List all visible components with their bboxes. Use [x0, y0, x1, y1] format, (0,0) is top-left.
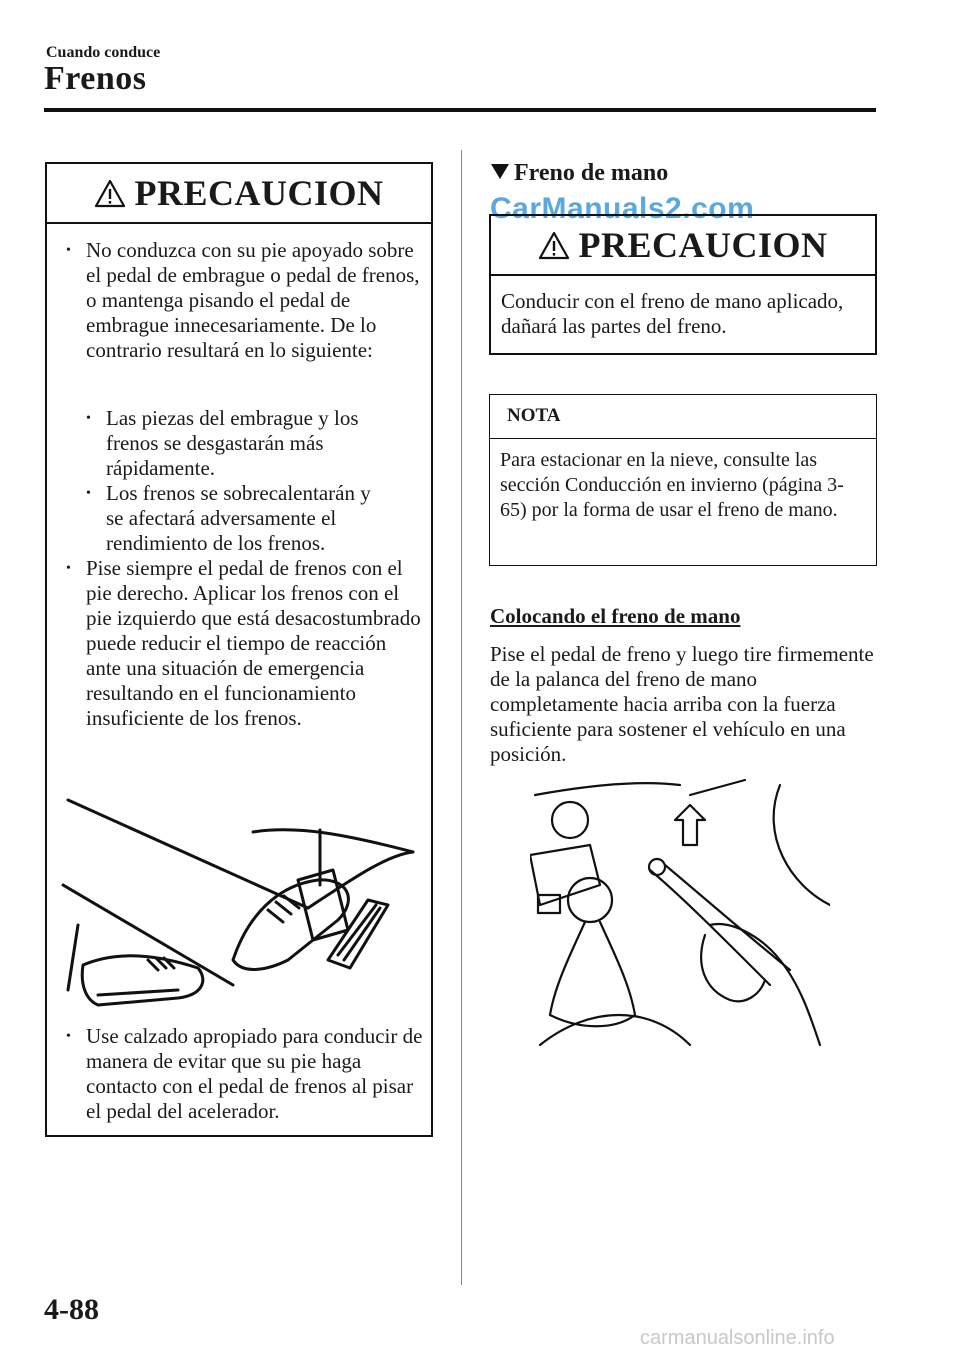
caution-title: PRECAUCION: [134, 173, 384, 213]
handbrake-illustration: [530, 775, 830, 1055]
section-heading: [490, 160, 668, 187]
right-caution-box: [489, 214, 877, 355]
caution-sub-bullet-1: • Las piezas del embrague y los frenos se desgastarán más rápidamente.: [86, 406, 386, 481]
nota-text: Para estacionar en la nieve, consulte las sección Conducción en invierno (página 3-65) por la forma de usar el freno de mano.: [500, 449, 844, 521]
header-rule: [44, 108, 876, 112]
page-title: Frenos: [44, 60, 147, 97]
caution-bullet-3: • Use calzado apropiado para conducir de manera de evitar que su pie haga contacto con el pedal de frenos al pisar el pedal del acelerador.: [66, 1024, 426, 1124]
bullet-text: Pise siempre el pedal de frenos con el pie derecho. Aplicar los frenos con el pie izquierdo que está desacostumbrado puede reducir el tiempo de reacción ante una situación de emergencia resultando en el funcionamiento insuficiente de los frenos.: [86, 556, 421, 730]
bullet-text: No conduzca con su pie apoyado sobre el pedal de embrague o pedal de frenos, o mantenga pisando el pedal de embrague innecesariamente. De lo contrario resultará en lo siguiente:: [86, 238, 420, 362]
column-divider: [461, 150, 462, 1285]
footer-watermark: carmanualsonline.info: [640, 1327, 835, 1349]
down-triangle-marker-icon: [490, 160, 510, 187]
caution-bullet-2: • Pise siempre el pedal de frenos con el pie derecho. Aplicar los frenos con el pie izquierdo que está desacostumbrado puede reducir el tiempo de reacción ante una situación de emergencia resultando en el funcionamiento insuficiente de los frenos.: [66, 556, 426, 731]
caution-sub-bullet-2: • Los frenos se sobrecalentarán y se afectará adversamente el rendimiento de los frenos.: [86, 481, 386, 556]
nota-title: NOTA: [490, 395, 876, 439]
section-label: Cuando conduce: [46, 44, 161, 61]
warning-triangle-icon: [538, 231, 570, 260]
section-heading-text: Freno de mano: [514, 160, 669, 186]
bullet-text: Use calzado apropiado para conducir de manera de evitar que su pie haga contacto con el pedal de frenos al pisar el pedal del acelerador.: [86, 1024, 423, 1123]
sub-bullet-text: Las piezas del embrague y los frenos se desgastarán más rápidamente.: [106, 406, 359, 480]
page-number: 4-88: [44, 1293, 99, 1326]
procedure-paragraph: Pise el pedal de freno y luego tire firmemente de la palanca del freno de mano completamente hacia arriba con la fuerza suficiente para sostener el vehículo en una posición.: [490, 642, 874, 766]
subheading: Colocando el freno de mano: [490, 604, 741, 628]
caution-text: Conducir con el freno de mano aplicado, dañará las partes del freno.: [501, 289, 844, 338]
caution-bullet-1: • No conduzca con su pie apoyado sobre el pedal de embrague o pedal de frenos, o mantenga pisando el pedal de embrague innecesariamente. De lo contrario resultará en lo siguiente:: [66, 238, 426, 363]
pedal-illustration: [58, 790, 418, 1015]
caution-title: PRECAUCION: [578, 225, 828, 265]
caution-header: [491, 216, 875, 276]
caution-header: [47, 164, 431, 224]
watermark-text: CarManuals2.com: [490, 192, 755, 225]
sub-bullet-text: Los frenos se sobrecalentarán y se afectará adversamente el rendimiento de los frenos.: [106, 481, 371, 555]
warning-triangle-icon: [94, 179, 126, 208]
nota-box: [489, 394, 877, 566]
